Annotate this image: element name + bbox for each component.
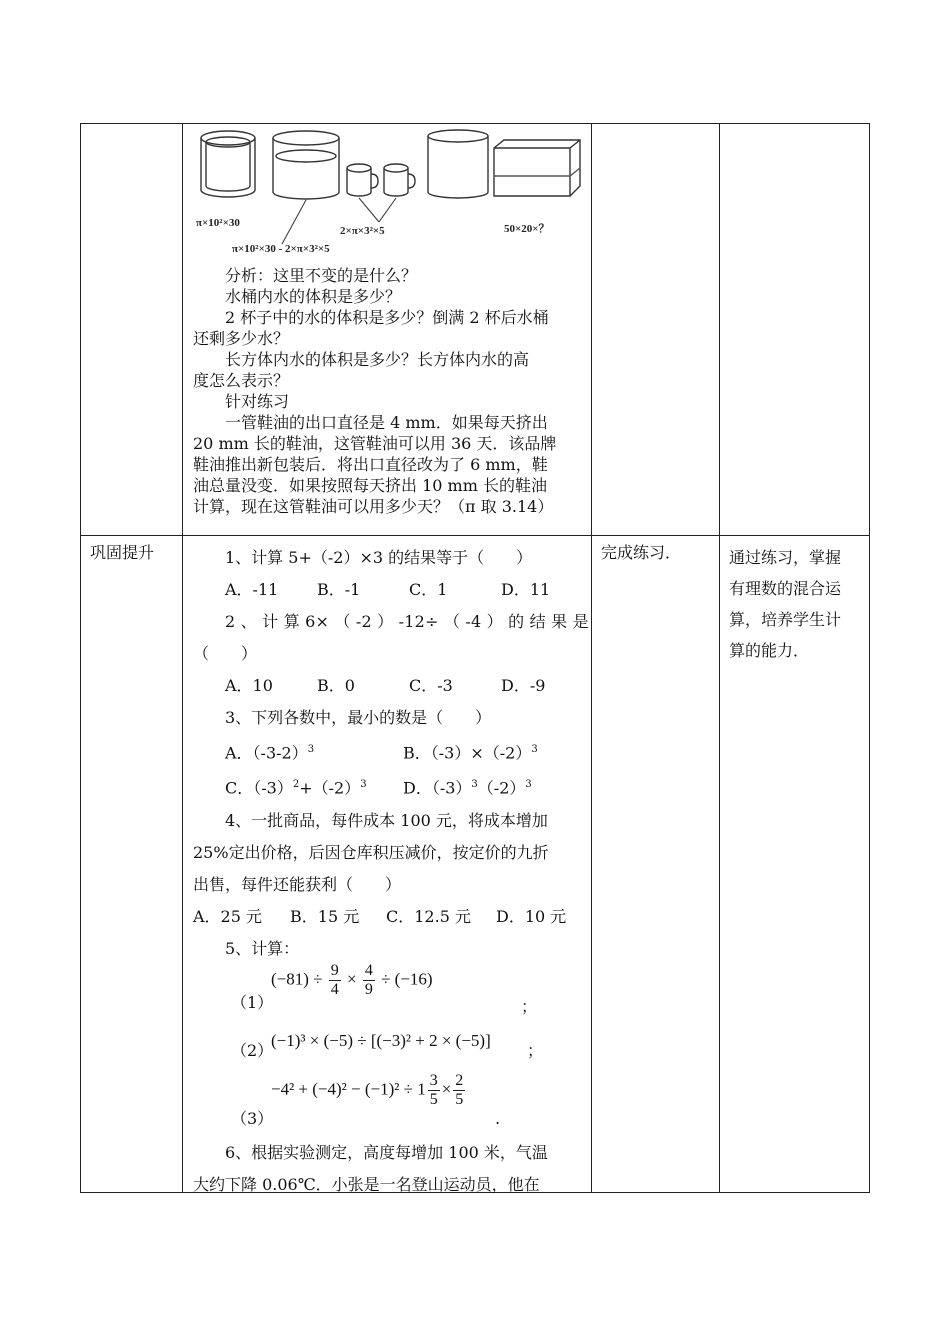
upper-line-1: 分析：这里不变的是什么？ <box>225 266 418 285</box>
expr-3-times: × <box>441 1079 452 1099</box>
q1-option-b: B．-1 <box>317 580 361 599</box>
figure-label-3: 2×π×3²×5 <box>340 225 385 237</box>
lesson-table <box>80 123 870 1193</box>
q4-option-b: B．15 元 <box>290 906 360 926</box>
upper-line-11: 油总量没变．如果按照每天挤出 10 mm 长的鞋油 <box>193 476 547 495</box>
expr-2-label: （2） <box>231 1041 274 1060</box>
q2-option-d: D．-9 <box>501 676 546 695</box>
expr-2-semicolon: ； <box>527 1041 544 1060</box>
q4-option-a: A．25 元 <box>193 906 263 926</box>
question-3-options-ab <box>193 734 585 769</box>
student-activity: 完成练习． <box>601 543 682 562</box>
q1-option-a: A．-11 <box>225 580 279 599</box>
containers-figure <box>194 126 586 258</box>
col-divider-3 <box>719 124 720 1192</box>
q2-option-c: C．-3 <box>409 676 453 695</box>
expr-3-period: . <box>495 1109 501 1128</box>
exercise-list <box>193 542 589 965</box>
section-label: 巩固提升 <box>90 543 155 562</box>
intent-line-1: 通过练习，掌握 <box>729 548 842 567</box>
upper-line-2: 水桶内水的体积是多少？ <box>225 287 402 306</box>
intent-line-4: 算的能力． <box>729 641 810 660</box>
q4-option-d: D．10 元 <box>496 906 567 926</box>
question-1-options <box>193 574 585 606</box>
question-5: 5、计算： <box>225 938 300 958</box>
q2-option-b: B．0 <box>317 676 355 695</box>
upper-line-7: 针对练习 <box>225 392 290 411</box>
question-4-line-3: 出售，每件还能获利（ ） <box>193 874 402 894</box>
question-3-options-cd <box>193 769 585 804</box>
q1-option-c: C．1 <box>409 580 448 599</box>
question-4: 4、一批商品，每件成本 100 元，将成本增加 <box>225 810 548 830</box>
expr-1-c: ÷ (−16) <box>376 969 433 989</box>
frac-numerator: 4 <box>364 962 373 979</box>
expr-3-frac-2 <box>453 1072 465 1109</box>
expr-1-label: （1） <box>231 993 274 1012</box>
expr-1 <box>271 962 433 999</box>
q3-option-c: C．（-3） <box>225 778 293 798</box>
expr-3-a: −4² + (−4)² − (−1)² ÷ 1 <box>271 1079 426 1099</box>
upper-line-9: 20 mm 长的鞋油，这管鞋油可以用 36 天．该品牌 <box>193 434 557 453</box>
expr-3-label: （3） <box>231 1109 274 1128</box>
upper-line-12: 计算，现在这管鞋油可以用多少天？（π 取 3.14） <box>193 497 554 516</box>
question-2-cont: （ ） <box>193 644 258 663</box>
question-6-block <box>193 1137 585 1201</box>
intent-line-3: 算，培养学生计 <box>729 610 842 629</box>
q3-c-exp1: 2 <box>292 779 300 791</box>
question-6-line-2: 大约下降 0.06℃．小张是一名登山运动员，他在 <box>193 1175 540 1194</box>
frac-numerator: 3 <box>429 1072 438 1089</box>
question-6: 6、根据实验测定，高度每增加 100 米，气温 <box>225 1143 548 1162</box>
q3-option-a: A．（-3-2） <box>225 743 308 763</box>
frac-denominator: 5 <box>455 1091 464 1108</box>
frac-numerator: 2 <box>455 1072 464 1089</box>
row-divider <box>81 535 869 536</box>
question-2: 2 、 计 算 6× （ -2 ） -12÷ （ -4 ） 的 结 果 是 <box>225 612 589 631</box>
expr-3 <box>271 1072 467 1109</box>
expr-3-frac-1 <box>428 1072 440 1109</box>
q1-option-d: D．11 <box>501 580 551 599</box>
frac-numerator: 9 <box>330 962 339 979</box>
figure-label-4: 50×20×？ <box>504 223 550 235</box>
question-3: 3、下列各数中，最小的数是（ ） <box>225 708 492 727</box>
frac-denominator: 5 <box>429 1091 438 1108</box>
q2-option-a: A．10 <box>225 676 273 695</box>
frac-denominator: 4 <box>330 981 339 998</box>
expr-1-a: (−81) ÷ <box>271 969 327 989</box>
upper-line-5: 长方体内水的体积是多少？长方体内水的高 <box>225 350 530 369</box>
figure-label-1: π×10²×30 <box>196 217 240 229</box>
col-divider-2 <box>591 124 592 1192</box>
intent-line-2: 有理数的混合运 <box>729 579 842 598</box>
upper-analysis-text <box>193 265 585 517</box>
q4-option-c: C．12.5 元 <box>386 906 471 926</box>
q3-b-exp: 3 <box>531 744 538 755</box>
upper-line-10: 鞋油推出新包装后．将出口直径改为了 6 mm，鞋 <box>193 455 548 474</box>
question-4-line-2: 25%定出价格，后因仓库积压减价，按定价的九折 <box>193 842 549 862</box>
question-4-options <box>193 901 585 933</box>
design-intent <box>729 542 841 666</box>
expr-1-frac-1 <box>329 962 341 999</box>
expr-1-b: × <box>342 969 361 989</box>
q3-option-b: B．（-3）×（-2） <box>403 743 532 763</box>
upper-line-8: 一管鞋油的出口直径是 4 mm．如果每天挤出 <box>225 413 548 432</box>
upper-line-6: 度怎么表示？ <box>193 371 290 390</box>
question-1: 1、计算 5+（-2）×3 的结果等于（ ） <box>225 548 533 567</box>
q3-a-exp: 3 <box>307 744 315 755</box>
q3-d-exp2: 3 <box>525 779 532 791</box>
upper-line-3: 2 杯子中的水的体积是多少？倒满 2 杯后水桶 <box>225 308 549 327</box>
question-2-options <box>193 670 585 702</box>
col-divider-1 <box>182 124 183 1192</box>
expr-1-frac-2 <box>363 962 375 999</box>
expr-1-semicolon: ； <box>521 997 538 1016</box>
figure-label-2: π×10²×30 - 2×π×3²×5 <box>232 243 330 255</box>
upper-line-4: 还剩多少水？ <box>193 329 290 348</box>
q3-d-exp1: 3 <box>471 779 478 791</box>
q3-option-d-b: （-2） <box>477 778 526 798</box>
expr-2: (−1)³ × (−5) ÷ [(−3)² + 2 × (−5)] <box>271 1031 491 1050</box>
frac-denominator: 9 <box>364 981 373 998</box>
q3-c-exp2: 3 <box>360 779 367 791</box>
q3-option-c-b: +（-2） <box>299 778 361 798</box>
q3-option-d: D．（-3） <box>403 778 472 798</box>
